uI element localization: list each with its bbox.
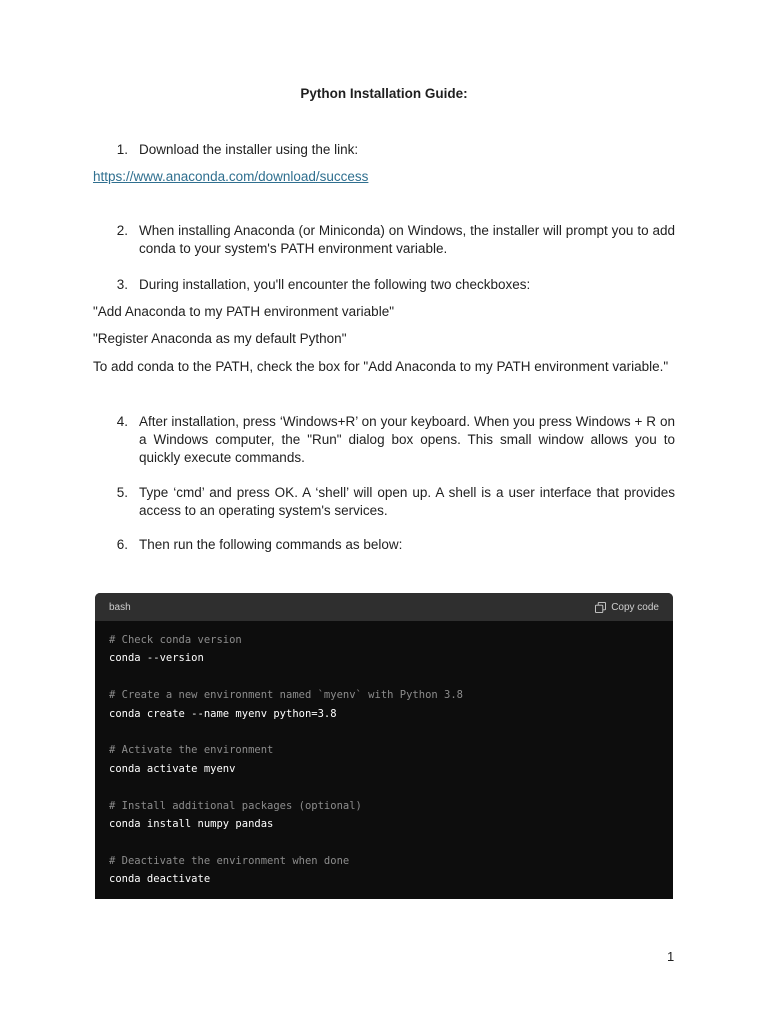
step-number: 2. — [116, 223, 128, 238]
step-text: When installing Anaconda (or Miniconda) on Windows, the installer will prompt you to add conda to your system's PATH environment variable. — [139, 223, 675, 256]
step-number: 3. — [116, 277, 128, 292]
step-text: Type ‘cmd’ and press OK. A ‘shell’ will open up. A shell is a user interface that provides access to an operating system's services. — [139, 485, 675, 518]
code-blank-line — [109, 778, 659, 796]
copy-code-button[interactable] — [595, 602, 659, 613]
step-text: During installation, you'll encounter the following two checkboxes: — [139, 277, 531, 292]
code-command: conda activate myenv — [109, 762, 236, 775]
page-title: Python Installation Guide: — [300, 86, 468, 101]
code-comment: # Deactivate the environment when done — [109, 854, 350, 867]
checkbox-option-path: "Add Anaconda to my PATH environment variable" — [93, 304, 394, 319]
code-language-label: bash — [109, 601, 131, 613]
code-command: conda deactivate — [109, 873, 211, 886]
code-comment: # Install additional packages (optional) — [109, 799, 362, 812]
checkbox-option-default-python: "Register Anaconda as my default Python" — [93, 331, 347, 346]
copy-code-label: Copy code — [611, 601, 659, 613]
step-number: 4. — [116, 414, 128, 429]
download-link-line — [93, 168, 693, 186]
code-block — [95, 593, 673, 899]
step-number: 1. — [116, 142, 128, 157]
code-blank-line — [109, 668, 659, 686]
step-text: After installation, press ‘Windows+R’ on your keyboard. When you press Windows + R on a Windows computer, the "Run" dialog box opens. This small window allows you to quickly execute commands. — [139, 414, 675, 465]
code-comment: # Activate the environment — [109, 744, 274, 757]
path-note: To add conda to the PATH, check the box for "Add Anaconda to my PATH environment variable." — [93, 359, 669, 374]
code-body — [95, 621, 673, 888]
step-text: Download the installer using the link: — [139, 142, 359, 157]
code-blank-line — [109, 723, 659, 741]
code-comment: # Check conda version — [109, 634, 242, 646]
code-comment: # Create a new environment named `myenv` with Python 3.8 — [109, 689, 464, 702]
code-command: conda install numpy pandas — [109, 817, 274, 830]
code-header — [95, 593, 673, 621]
step-number: 5. — [116, 485, 128, 500]
step-number: 6. — [116, 537, 128, 552]
code-blank-line — [109, 833, 659, 851]
code-command: conda create --name myenv python=3.8 — [109, 707, 337, 720]
code-command: conda --version — [109, 652, 204, 665]
copy-icon — [595, 602, 606, 613]
page-number: 1 — [667, 949, 675, 964]
download-link[interactable]: https://www.anaconda.com/download/success — [93, 169, 369, 184]
step-text: Then run the following commands as below: — [139, 537, 403, 552]
